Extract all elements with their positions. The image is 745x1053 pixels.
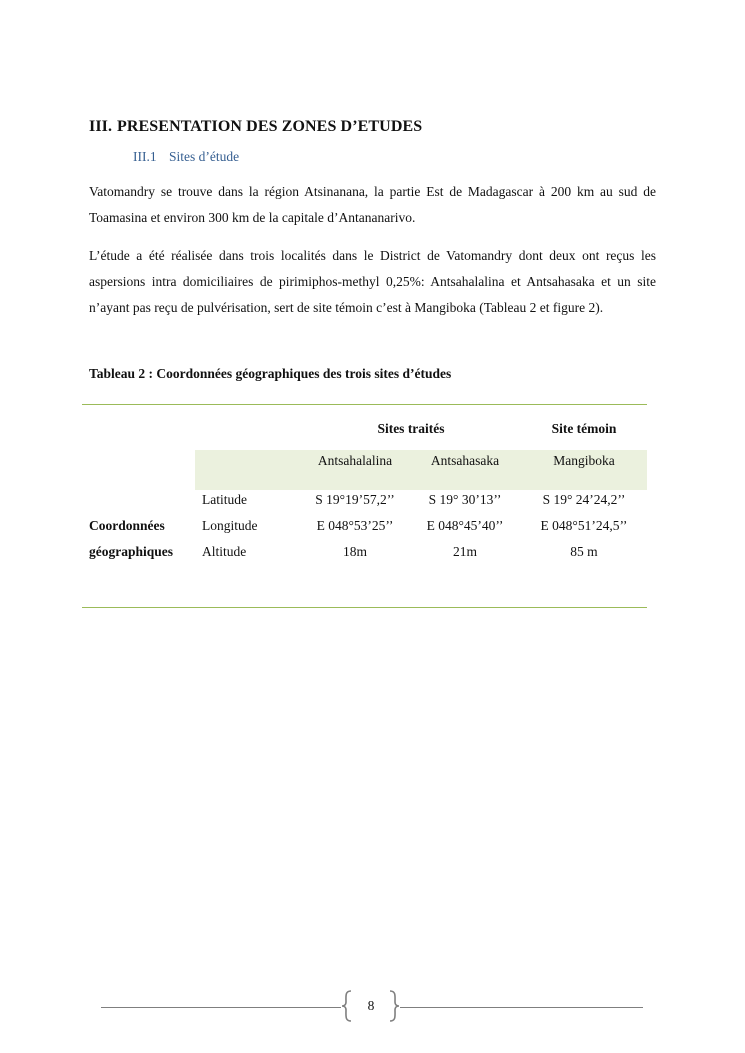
footer-rule-right	[400, 1007, 643, 1008]
footer-rule-left	[101, 1007, 341, 1008]
left-bracket-icon	[341, 990, 353, 1022]
table-caption: Tableau 2 : Coordonnées géographiques des trois sites d’études	[89, 366, 452, 381]
header-control-site: Site témoin	[551, 421, 617, 436]
paragraph-location: Vatomandry se trouve dans la région Atsinanana, la partie Est de Madagascar à 200 km au sud de Toamasina et environ 300 km de la capitale d’Antananarivo.	[89, 184, 656, 225]
site-header-antsahalalina: Antsahalalina	[317, 453, 393, 468]
page-number: 8	[367, 998, 375, 1013]
section-title: PRESENTATION DES ZONES D’ETUDES	[117, 118, 423, 135]
section-number: III.	[89, 118, 113, 135]
table-cell: 85 m	[570, 544, 598, 559]
table-cell: E 048°51’24,5’’	[540, 518, 628, 533]
table-cell: E 048°53’25’’	[316, 518, 394, 533]
section-heading	[89, 118, 422, 136]
row-group-label-line1: Coordonnées	[89, 518, 165, 533]
header-treated-sites: Sites traités	[377, 421, 445, 436]
row-label-altitude: Altitude	[202, 544, 247, 559]
row-group-label-line2: géographiques	[89, 544, 174, 559]
table-bottom-rule	[82, 607, 647, 608]
table-cell: S 19°19’57,2’’	[315, 492, 395, 507]
table-cell: 21m	[452, 544, 477, 559]
row-label-longitude: Longitude	[202, 518, 258, 533]
subsection-heading	[133, 149, 239, 165]
table-cell: 18m	[342, 544, 367, 559]
site-header-mangiboka: Mangiboka	[553, 453, 615, 468]
paragraph-study-sites: L’étude a été réalisée dans trois localités dans le District de Vatomandry dont deux ont reçus les aspersions intra domiciliaires de pirimiphos-methyl 0,25%: Antsahalalina et Antsahasaka et un site n’ayant pas reçu de pulvérisation, sert de site témoin c’est à Mangiboka (Tableau 2 et figure 2).	[89, 248, 656, 315]
site-header-antsahasaka: Antsahasaka	[430, 453, 500, 468]
table-cell: E 048°45’40’’	[426, 518, 504, 533]
right-bracket-icon	[388, 990, 400, 1022]
subsection-title: Sites d’étude	[169, 149, 240, 164]
table-cell: S 19° 24’24,2’’	[542, 492, 626, 507]
row-label-latitude: Latitude	[202, 492, 247, 507]
table-cell: S 19° 30’13’’	[428, 492, 502, 507]
subsection-number: III.1	[133, 149, 157, 164]
table-top-rule	[82, 404, 647, 405]
